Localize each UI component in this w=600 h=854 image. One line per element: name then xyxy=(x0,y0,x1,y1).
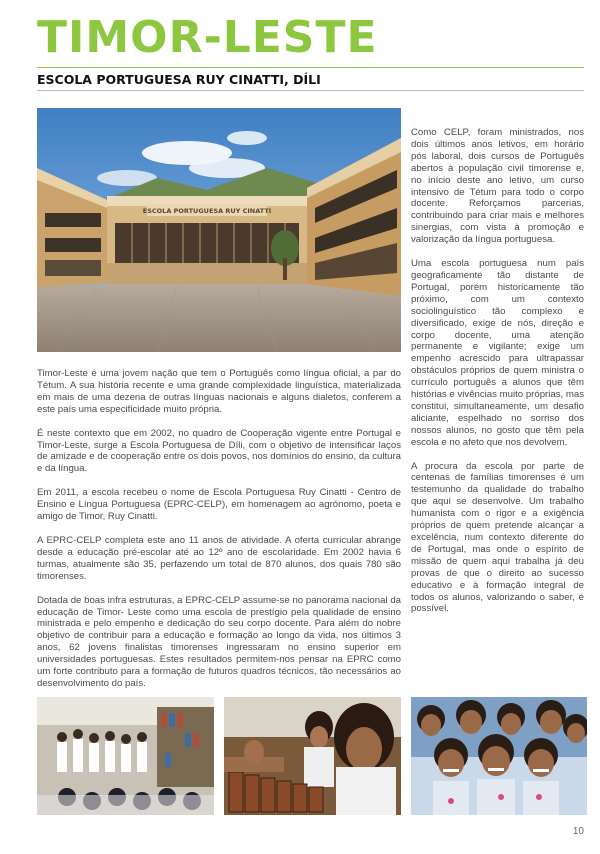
students-library-photo xyxy=(37,697,214,815)
paragraph: Uma escola portuguesa num país geograficamente tão distante de Portugal, porém historicamente tão próximo, com um contexto sociolinguístico tão complexo e diversificado, exige de nós, direção e corpo docente, uma atenção permanente e vigilante; exige um empenho acrescido para ultrapassar obstáculos próprios de quem ministra o currículo português a alunos que têm histórias e vivências muito próprias, mas constitui, simultaneamente, um desafio aliciante, espelhado no sorriso dos nossos alunos, no gosto que têm pela escola e no afeto que nos devolvem. xyxy=(411,258,584,448)
left-text-column xyxy=(37,368,401,702)
smiling-children-photo xyxy=(411,697,587,815)
paragraph: Timor-Leste é uma jovem nação que tem o Português como língua oficial, a par do Tétum. A sua história recente e uma grande complexidade linguística, materializada em mais de uma dezena de outras línguas nacionais e alguns dialetos, conferem a este país uma especificidade muito própria. xyxy=(37,368,401,415)
section-subtitle: ESCOLA PORTUGUESA RUY CINATTI, DÍLI xyxy=(37,72,321,87)
title-divider xyxy=(37,67,584,68)
paragraph: Como CELP, foram ministrados, nos dois últimos anos letivos, em horário pós laboral, dois cursos de Português abertos à população civil timorense e, no início deste ano letivo, um curso intensivo de Tétum para todo o corpo docente. Reforçamos parcerias, contribuindo para criar mais e melhores sinergias, com vista à promoção e valorização da língua portuguesa. xyxy=(411,127,584,246)
school-sign-text: ESCOLA PORTUGUESA RUY CINATTI xyxy=(142,207,272,215)
school-building-photo xyxy=(37,108,401,352)
subtitle-divider xyxy=(37,90,584,91)
children-music-photo xyxy=(224,697,401,815)
page-number: 10 xyxy=(572,826,584,837)
paragraph: A procura da escola por parte de centenas de famílias timorenses é um testemunho da qualidade do trabalho que aqui se desenvolve. Um trabalho humanista com o rigor e a exigência próprios de quem pretende alcançar a excelência, num contexto diferente do de Portugal, mas onde o espírito de missão de quem aqui trabalha já deu provas de que o direito ao sucesso educativo e à formação integral de todos os alunos, valorizando o saber, é possível. xyxy=(411,460,584,615)
page-title: TIMOR-LESTE xyxy=(37,12,378,63)
paragraph: É neste contexto que em 2002, no quadro de Cooperação vigente entre Portugal e Timor-Leste, surge a Escola Portuguesa de Díli, com o objetivo de intensificar laços de amizade e de cooperação entre os dois povos, nos domínios do ensino, da cultura e da língua. xyxy=(37,427,401,475)
paragraph: A EPRC-CELP completa este ano 11 anos de atividade. A oferta curricular abrange desde a educação pré-escolar até ao 12º ano de escolaridade. Em 2002 havia 6 turmas, atualmente são 35, perfazendo um total de 870 alunos, dos quais 780 são timorenses. xyxy=(37,534,401,582)
right-text-column xyxy=(411,127,584,627)
paragraph: Dotada de boas infra estruturas, a EPRC-CELP assume-se no panorama nacional da educação de Timor- Leste como uma escola de prestígio pela qualidade de ensino ministrada e pelo empenho e dedicação do seu corpo docente. Para além do nobre objetivo de contribuir para a educação e formação ao longo da vida, nos últimos 3 anos, 62 jovens finalistas timorenses ingressaram no ensino superior em universidades portuguesas. Estes resultados permitem-nos pensar na EPRC como um forte contributo para a formação de futuros quadros técnicos, tão necessários ao desenvolvimento do país. xyxy=(37,594,401,689)
paragraph: Em 2011, a escola recebeu o nome de Escola Portuguesa Ruy Cinatti - Centro de Ensino e Língua Portuguesa (EPRC-CELP), em homenagem ao agrónomo, poeta e amigo de Timor, Ruy Cinatti. xyxy=(37,487,401,523)
